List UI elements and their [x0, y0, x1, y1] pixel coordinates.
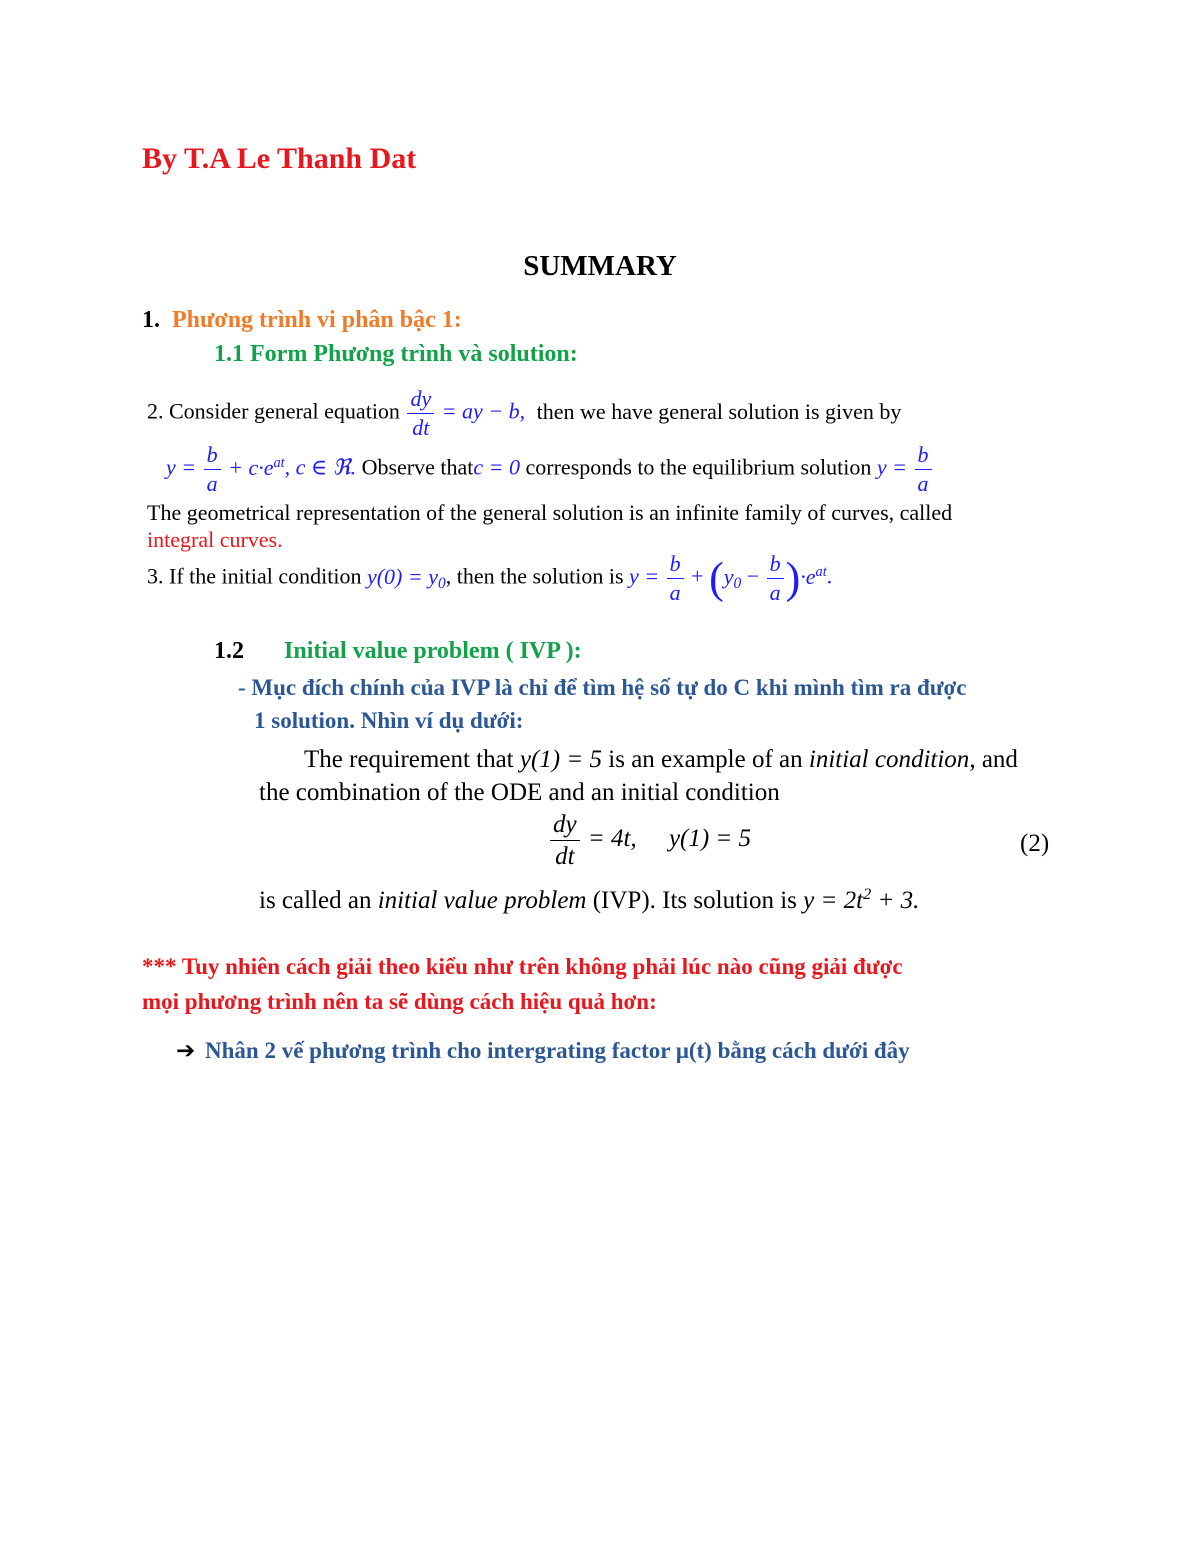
fraction-denominator: dt — [412, 415, 430, 440]
subsection-1-2-number: 1.2 — [214, 638, 244, 664]
ivp-purpose-line-2: 1 solution. Nhìn ví dụ dưới: — [254, 708, 524, 733]
ivp-purpose-line-1: - Mục đích chính của IVP là chỉ để tìm hệ số tự do C khi mình tìm ra được — [238, 675, 967, 700]
fraction-numerator: b — [767, 553, 784, 579]
right-arrow-icon: ➔ — [176, 1038, 196, 1064]
subsection-1-2-title: Initial value problem ( IVP ): — [284, 638, 582, 664]
ivp-equation — [548, 812, 751, 869]
ivp-term: initial value problem — [377, 887, 587, 914]
ivp-condition: y(1) = 5 — [668, 825, 752, 853]
y0-term: $y_0$ — [723, 563, 742, 592]
right-paren: ) — [785, 553, 801, 603]
section-1-heading — [142, 307, 462, 334]
fraction-numerator: b — [667, 553, 684, 579]
fraction-denominator: a — [206, 471, 218, 496]
item-2-line-2 — [166, 444, 934, 495]
author-line: By T.A Le Thanh Dat — [142, 142, 417, 175]
ivp-solution: $y = 2t^2 + 3$. — [803, 885, 920, 914]
b-over-a-fraction-1 — [667, 553, 684, 604]
gen-sol-y: y = — [166, 454, 197, 480]
item-3-prefix: 3. If the initial condition — [147, 563, 362, 589]
fraction-denominator: a — [917, 471, 929, 496]
subsection-1-2-heading — [214, 638, 582, 665]
note-line-2: mọi phương trình nên ta sẽ dùng cách hiệu quả hơn: — [142, 989, 657, 1014]
equation-rhs: = ay − b, — [441, 398, 526, 424]
ivp-rhs: = 4t, — [587, 825, 637, 853]
fraction-numerator: dy — [550, 812, 580, 841]
fraction-numerator: dy — [407, 388, 434, 414]
section-1-title: Phương trình vi phân bậc 1: — [172, 307, 462, 333]
observe-text: Observe that — [361, 454, 474, 480]
equation-label: (2) — [1020, 830, 1050, 857]
equilibrium-y: y = — [876, 454, 907, 480]
dy-dt-fraction-example — [550, 812, 580, 869]
dy-dt-fraction — [407, 388, 434, 439]
integral-curves-text: integral curves. — [147, 527, 283, 552]
page-title: SUMMARY — [523, 250, 677, 282]
corresponds-text: corresponds to the equilibrium solution — [525, 454, 872, 480]
note-line-1: *** Tuy nhiên cách giải theo kiểu như trên không phải lúc nào cũng giải được — [142, 954, 903, 979]
item-3-mid: , then the solution is — [445, 563, 624, 589]
solution-y: y = — [629, 563, 660, 589]
item-3-end: . — [826, 563, 833, 589]
item-2-suffix: then we have general solution is given by — [536, 398, 902, 424]
plus-sign: + — [691, 563, 704, 589]
fraction-denominator: a — [669, 580, 681, 605]
initial-condition: $y(0) = y_0$ — [366, 563, 446, 592]
integrating-factor-line — [176, 1038, 910, 1064]
fraction-numerator: b — [204, 444, 221, 470]
example-line-2: the combination of the ODE and an initial condition — [259, 779, 780, 806]
example-line-1: The requirement that y(1) = 5 is an example of an initial condition, and — [304, 746, 1018, 773]
fraction-denominator: dt — [555, 843, 575, 870]
equilibrium-fraction — [915, 444, 932, 495]
geometric-representation-line: The geometrical representation of the general solution is an infinite family of curves, called — [147, 500, 953, 525]
b-over-a-fraction — [204, 444, 221, 495]
minus-sign: − — [746, 563, 760, 589]
item-2-line-1 — [147, 388, 901, 439]
example-condition: y(1) = 5 — [519, 746, 603, 773]
gen-sol-set: , c ∈ ℜ. — [284, 454, 357, 480]
left-paren: ( — [709, 553, 724, 603]
gen-sol-exp-term: + $c\cdot e^{at}$ — [228, 454, 285, 480]
c-zero: c = 0 — [473, 454, 521, 480]
initial-condition-term: initial condition — [808, 746, 970, 773]
item-3-line — [147, 553, 832, 604]
subsection-1-1-heading: 1.1 Form Phương trình và solution: — [214, 341, 578, 367]
fraction-numerator: b — [915, 444, 932, 470]
integrating-factor-text: Nhân 2 vế phương trình cho intergrating factor μ(t) bằng cách dưới đây — [205, 1038, 910, 1063]
example-line-3: is called an initial value problem (IVP). Its solution is $y = 2t^2 + 3$. — [259, 885, 920, 914]
exp-factor: $\cdot e^{at}$ — [800, 563, 827, 589]
section-1-number: 1. — [142, 307, 160, 333]
item-2-prefix: 2. Consider general equation — [147, 398, 400, 424]
b-over-a-fraction-2 — [767, 553, 784, 604]
fraction-denominator: a — [769, 580, 781, 605]
